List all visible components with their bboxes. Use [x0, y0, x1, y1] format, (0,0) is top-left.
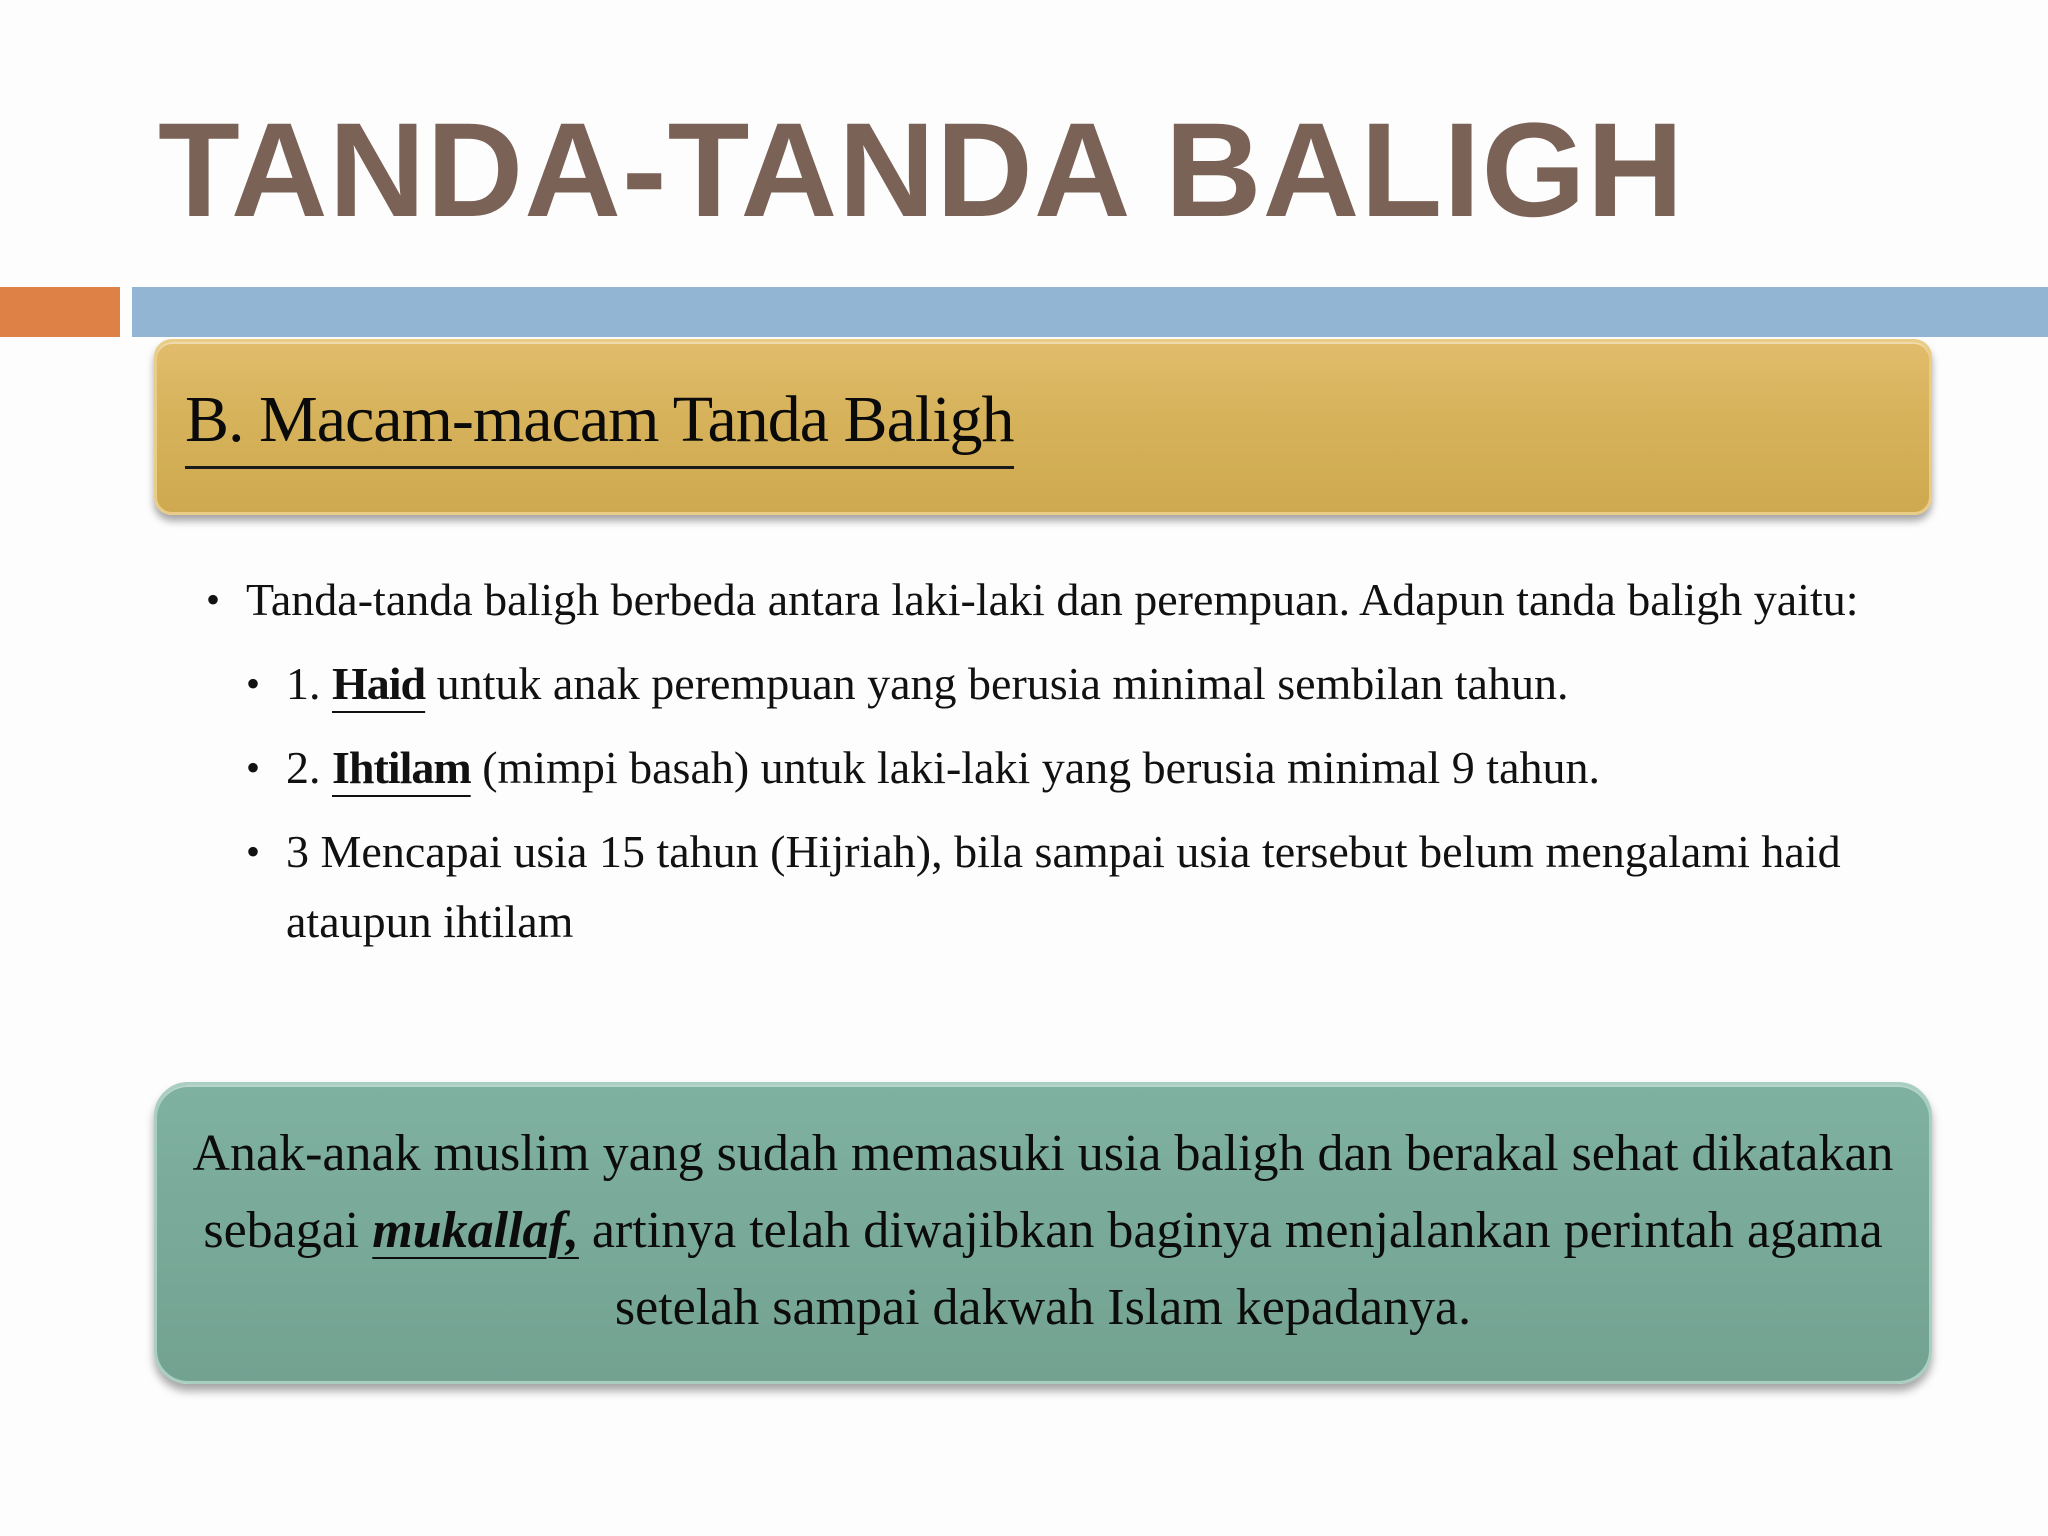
slide-title: TANDA-TANDA BALIGH [158, 96, 1685, 245]
list-item [206, 817, 1866, 957]
list-item [206, 649, 1866, 719]
sign-list [206, 649, 1866, 957]
item-text: untuk anak perempuan yang berusia minimal sembilan tahun. [436, 658, 1569, 709]
content-body [206, 565, 1866, 971]
intro-text: Tanda-tanda baligh berbeda antara laki-laki dan perempuan. Adapun tanda baligh yaitu: [246, 574, 1859, 625]
item-keyword: Haid [332, 658, 426, 709]
note-emphasis: mukallaf, [372, 1202, 579, 1259]
note-text-after: artinya telah diwajibkan baginya menjalankan perintah agama setelah sampai dakwah Islam kepadanya. [578, 1202, 1883, 1336]
accent-bar-orange [0, 287, 120, 337]
item-keyword: Ihtilam [332, 742, 471, 793]
intro-bullet [206, 565, 1866, 635]
item-number: 1. [286, 658, 321, 709]
item-text: (mimpi basah) untuk laki-laki yang berusia minimal 9 tahun. [482, 742, 1601, 793]
accent-bar-blue [132, 287, 2048, 337]
item-number: 2. [286, 742, 321, 793]
section-header-box [154, 339, 1932, 515]
section-heading: B. Macam-macam Tanda Baligh [185, 380, 1014, 469]
item-text: 3 Mencapai usia 15 tahun (Hijriah), bila sampai usia tersebut belum mengalami haid ataupun ihtilam [286, 826, 1841, 947]
mukallaf-note-box [154, 1082, 1932, 1384]
note-text-before: Anak-anak muslim yang sudah memasuki usia baligh dan berakal sehat dikatakan sebagai [192, 1125, 1894, 1259]
note-text [177, 1115, 1909, 1346]
list-item [206, 733, 1866, 803]
